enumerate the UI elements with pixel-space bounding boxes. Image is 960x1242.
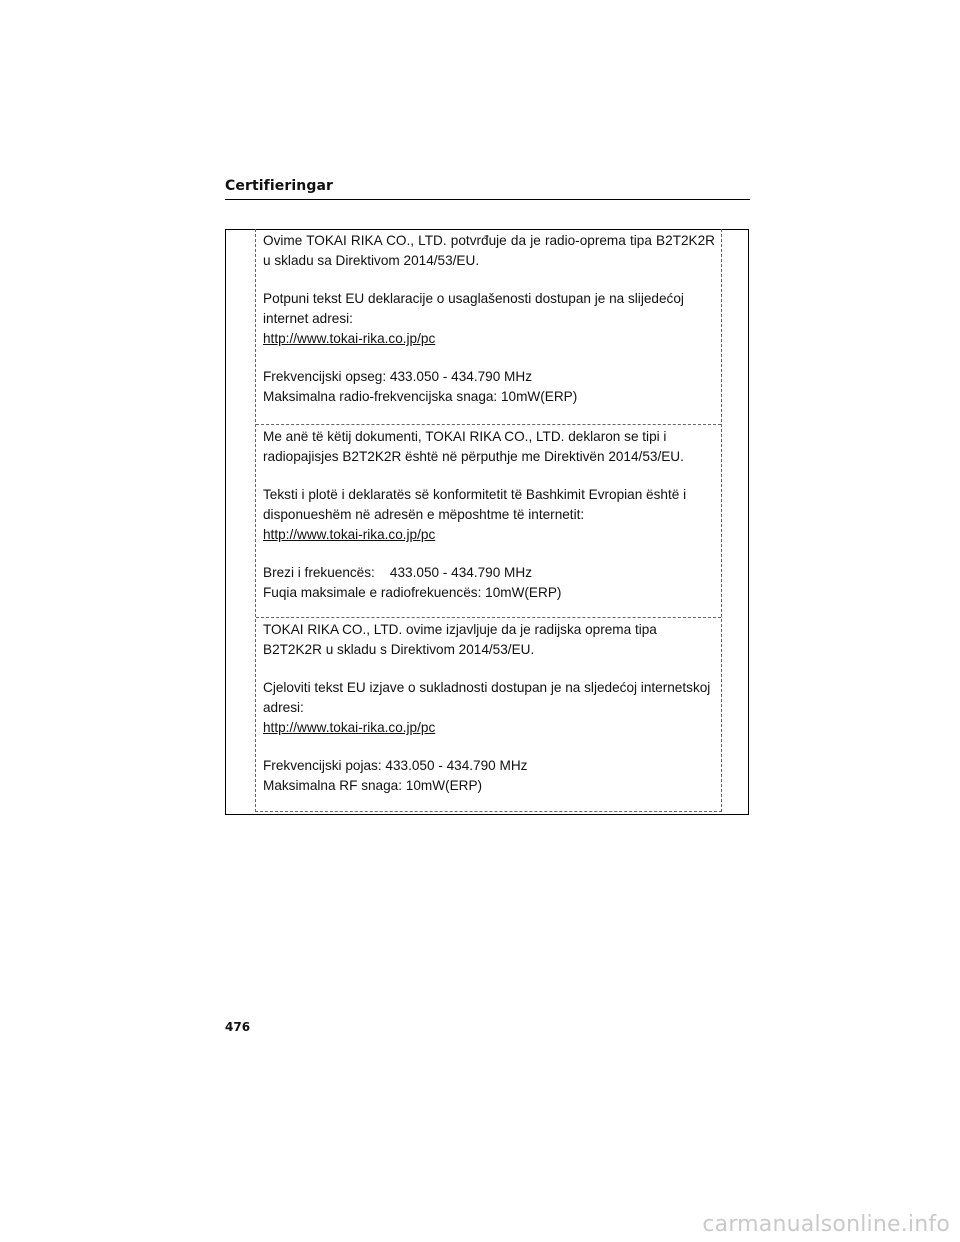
frequency-info	[263, 367, 715, 407]
declaration-availability	[263, 289, 715, 349]
certification-content	[255, 229, 722, 812]
page-number: 476	[225, 1020, 251, 1034]
frequency-range: Brezi i frekuencës: 433.050 - 434.790 MHz	[263, 565, 532, 580]
max-power: Maksimalna radio-frekvencijska snaga: 10mW(ERP)	[263, 389, 578, 404]
declaration-link[interactable]: http://www.tokai-rika.co.jp/pc	[263, 527, 436, 542]
title-divider	[225, 199, 750, 200]
frequency-info	[263, 756, 715, 796]
max-power: Maksimalna RF snaga: 10mW(ERP)	[263, 778, 483, 793]
declaration-block-albanian	[256, 424, 721, 603]
frequency-range: Frekvencijski pojas: 433.050 - 434.790 MHz	[263, 758, 528, 773]
availability-text: Cjeloviti tekst EU izjave o sukladnosti dostupan je na sljedećoj internetskoj adresi:	[263, 680, 711, 715]
frequency-range: Frekvencijski opseg: 433.050 - 434.790 MHz	[263, 369, 532, 384]
declaration-statement: Me anë të këtij dokumenti, TOKAI RIKA CO., LTD. deklaron se tipi i radiopajisjes B2T2K2R është në përputhje me Direktivën 2014/53/EU.	[263, 429, 684, 464]
watermark: carmanualsonline.info	[702, 1212, 950, 1237]
declaration-block-croatian	[256, 617, 721, 796]
declaration-block-bosnian	[256, 231, 721, 407]
declaration-link[interactable]: http://www.tokai-rika.co.jp/pc	[263, 720, 436, 735]
availability-text: Teksti i plotë i deklaratës së konformitetit të Bashkimit Evropian është i disponueshëm në adresën e mëposhtme të internetit:	[263, 487, 687, 522]
declaration-statement: Ovime TOKAI RIKA CO., LTD. potvrđuje da je radio-oprema tipa B2T2K2R u skladu sa Direktivom 2014/53/EU.	[263, 233, 715, 268]
availability-text: Potpuni tekst EU deklaracije o usaglašenosti dostupan je na slijedećoj internet adresi:	[263, 291, 684, 326]
frequency-info	[263, 563, 715, 603]
declaration-statement: TOKAI RIKA CO., LTD. ovime izjavljuje da je radijska oprema tipa B2T2K2R u skladu s Direktivom 2014/53/EU.	[263, 622, 657, 657]
declaration-availability	[263, 485, 715, 545]
section-title: Certifieringar	[225, 178, 333, 194]
declaration-link[interactable]: http://www.tokai-rika.co.jp/pc	[263, 331, 436, 346]
max-power: Fuqia maksimale e radiofrekuencës: 10mW(ERP)	[263, 585, 562, 600]
declaration-availability	[263, 678, 715, 738]
